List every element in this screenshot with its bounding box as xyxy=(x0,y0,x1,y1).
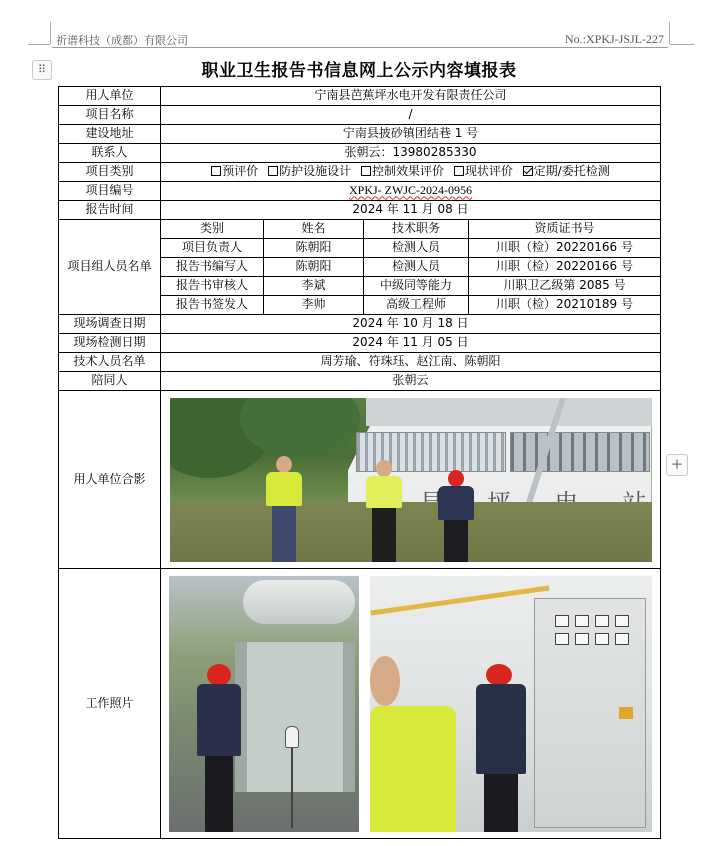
technicians-label: 技术人员名单 xyxy=(59,353,161,372)
table-row xyxy=(59,201,661,220)
project-no-value[interactable]: XPKJ- ZWJC-2024-0956 xyxy=(161,182,661,201)
team-role: 报告书签发人 xyxy=(161,296,264,315)
checkbox-checked-icon[interactable] xyxy=(523,166,533,176)
crop-mark xyxy=(50,22,51,44)
team-title[interactable]: 高级工程师 xyxy=(364,296,469,315)
team-header-cert: 资质证书号 xyxy=(469,220,661,239)
pipe-shape xyxy=(371,585,550,615)
crop-mark xyxy=(670,44,694,45)
switchgear-cabinet xyxy=(534,598,646,828)
test-date-label: 现场检测日期 xyxy=(59,334,161,353)
team-cert[interactable]: 川职（检）20210189 号 xyxy=(469,296,661,315)
table-row xyxy=(59,87,661,106)
person-jacket xyxy=(197,684,241,756)
address-label: 建设地址 xyxy=(59,125,161,144)
team-title[interactable]: 中级同等能力 xyxy=(364,277,469,296)
option-control-effect[interactable]: 控制效果评价 xyxy=(361,164,444,178)
header-company: 祈谱科技（成都）有限公司 xyxy=(56,34,188,47)
team-name[interactable]: 李斌 xyxy=(264,277,364,296)
checkbox-icon[interactable] xyxy=(361,166,371,176)
table-row xyxy=(59,315,661,334)
escort-value[interactable]: 张朝云 xyxy=(161,372,661,391)
project-type-options xyxy=(161,163,661,182)
crop-mark xyxy=(669,22,670,44)
transformer-photo[interactable] xyxy=(169,576,359,832)
meter-icon xyxy=(575,633,589,645)
person-legs xyxy=(272,506,296,562)
team-name[interactable]: 李帅 xyxy=(264,296,364,315)
table-row xyxy=(59,353,661,372)
group-photo-cell[interactable] xyxy=(161,391,661,569)
meter-icon xyxy=(615,633,629,645)
project-no-label: 项目编号 xyxy=(59,182,161,201)
team-role: 报告书审核人 xyxy=(161,277,264,296)
report-date-value[interactable]: 2024 年 11 月 08 日 xyxy=(161,201,661,220)
team-title[interactable]: 检测人员 xyxy=(364,239,469,258)
project-name-value[interactable]: / xyxy=(161,106,661,125)
escort-label: 陪同人 xyxy=(59,372,161,391)
meter-body xyxy=(285,726,299,748)
person-head xyxy=(276,456,292,473)
employer-value[interactable]: 宁南县芭蕉坪水电开发有限责任公司 xyxy=(161,87,661,106)
helmet-icon xyxy=(207,664,231,686)
safety-vest xyxy=(266,472,302,506)
meter-icon xyxy=(595,633,609,645)
team-label: 项目组人员名单 xyxy=(59,220,161,315)
person-legs xyxy=(205,756,233,832)
ground-shape xyxy=(170,502,652,562)
test-date-value[interactable]: 2024 年 11 月 05 日 xyxy=(161,334,661,353)
team-name[interactable]: 陈朝阳 xyxy=(264,239,364,258)
team-cert[interactable]: 川职（检）20220166 号 xyxy=(469,239,661,258)
person-head xyxy=(370,656,400,706)
survey-date-value[interactable]: 2024 年 10 月 18 日 xyxy=(161,315,661,334)
person-jacket xyxy=(438,486,474,520)
header-doc-number: No.:XPKJ-JSJL-227 xyxy=(564,32,664,46)
info-table xyxy=(58,86,661,839)
option-periodic-testing[interactable]: 定期/委托检测 xyxy=(523,164,610,178)
team-cert[interactable]: 川职卫乙级第 2085 号 xyxy=(469,277,661,296)
document-title: 职业卫生报告书信息网上公示内容填报表 xyxy=(201,61,517,81)
project-type-label: 项目类别 xyxy=(59,163,161,182)
employer-label: 用人单位 xyxy=(59,87,161,106)
work-photo-row xyxy=(59,569,661,839)
meter-icon xyxy=(555,633,569,645)
page-header xyxy=(0,0,716,50)
transformer-shape xyxy=(235,642,355,792)
work-photo-pair xyxy=(169,576,652,832)
roof-shape xyxy=(366,398,652,426)
meter-icon xyxy=(595,615,609,627)
header-rule xyxy=(52,47,668,48)
group-photo-row xyxy=(59,391,661,569)
work-photo-cell xyxy=(161,569,661,839)
checkbox-icon[interactable] xyxy=(211,166,221,176)
team-title[interactable]: 检测人员 xyxy=(364,258,469,277)
contact-label: 联系人 xyxy=(59,144,161,163)
crop-mark xyxy=(28,44,50,45)
person-head xyxy=(376,460,392,477)
table-row xyxy=(59,182,661,201)
report-date-label: 报告时间 xyxy=(59,201,161,220)
option-status-evaluation[interactable]: 现状评价 xyxy=(454,164,513,178)
meter-icon xyxy=(575,615,589,627)
meter-icon xyxy=(615,615,629,627)
table-row xyxy=(59,334,661,353)
technicians-value[interactable]: 周芳瑜、符珠珏、赵江南、陈朝阳 xyxy=(161,353,661,372)
team-header-title: 技术职务 xyxy=(364,220,469,239)
checkbox-icon[interactable] xyxy=(268,166,278,176)
person-legs xyxy=(444,520,468,562)
helmet-icon xyxy=(448,470,464,487)
option-protection-design[interactable]: 防护设施设计 xyxy=(268,164,351,178)
person-legs xyxy=(484,774,518,832)
meter-icon xyxy=(555,615,569,627)
table-row xyxy=(59,125,661,144)
switchgear-photo[interactable] xyxy=(370,576,652,832)
table-row xyxy=(59,372,661,391)
contact-value[interactable]: 张朝云：13980285330 xyxy=(161,144,661,163)
survey-date-label: 现场调查日期 xyxy=(59,315,161,334)
team-header-role: 类别 xyxy=(161,220,264,239)
table-row xyxy=(59,163,661,182)
address-value[interactable]: 宁南县披砂镇团结巷 1 号 xyxy=(161,125,661,144)
table-row xyxy=(59,106,661,125)
person-legs xyxy=(372,508,396,562)
person-jacket xyxy=(476,684,526,774)
tripod-shape xyxy=(291,748,293,828)
group-photo-label: 用人单位合影 xyxy=(59,391,161,569)
team-name[interactable]: 陈朝阳 xyxy=(264,258,364,277)
option-pre-evaluation[interactable]: 预评价 xyxy=(211,164,258,178)
add-row-plus-icon[interactable]: + xyxy=(666,454,688,476)
team-cert[interactable]: 川职（检）20220166 号 xyxy=(469,258,661,277)
table-move-handle-icon[interactable]: ⠿ xyxy=(32,60,52,80)
warning-label-icon xyxy=(619,707,633,719)
helmet-icon xyxy=(486,664,512,686)
team-role: 报告书编写人 xyxy=(161,258,264,277)
team-role: 项目负责人 xyxy=(161,239,264,258)
project-name-label: 项目名称 xyxy=(59,106,161,125)
safety-vest xyxy=(370,706,456,832)
oil-tank-shape xyxy=(243,580,355,624)
work-photo-label: 工作照片 xyxy=(59,569,161,839)
team-header-name: 姓名 xyxy=(264,220,364,239)
group-photo-image[interactable] xyxy=(170,398,652,562)
window-shape xyxy=(510,432,650,472)
checkbox-icon[interactable] xyxy=(454,166,464,176)
safety-vest xyxy=(366,476,402,508)
team-header-row xyxy=(59,220,661,239)
table-row xyxy=(59,144,661,163)
